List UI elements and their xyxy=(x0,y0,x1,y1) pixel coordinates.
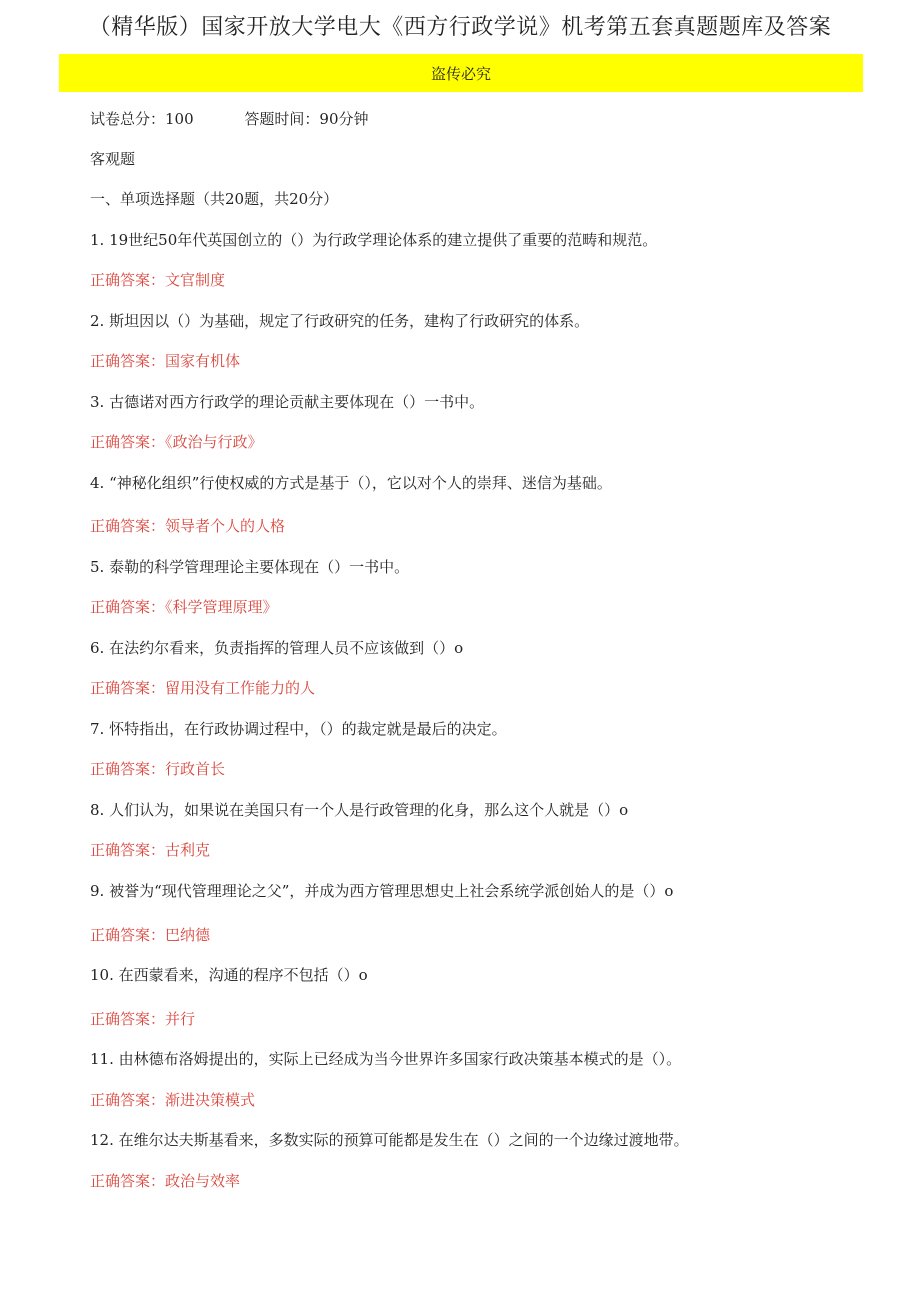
question-text: 5. 泰勒的科学管理理论主要体现在（）一书中。 xyxy=(90,558,410,576)
exam-time: 答题时间：90分钟 xyxy=(244,110,369,128)
answer-text: 正确答案：文官制度 xyxy=(90,271,226,289)
question-text: 7. 怀特指出，在行政协调过程中，（）的裁定就是最后的决定。 xyxy=(90,720,507,738)
answer-text: 正确答案：留用没有工作能力的人 xyxy=(90,679,316,697)
exam-meta xyxy=(90,108,369,129)
answer-text: 正确答案：《政治与行政》 xyxy=(90,433,263,451)
question-text: 3. 古德诺对西方行政学的理论贡献主要体现在（）一书中。 xyxy=(90,393,485,411)
question-text: 4. “神秘化组织”行使权威的方式是基于（），它以对个人的崇拜、迷信为基础。 xyxy=(90,474,612,492)
question-text: 12. 在维尔达夫斯基看来，多数实际的预算可能都是发生在（）之间的一个边缘过渡地带。 xyxy=(90,1131,689,1149)
answer-text: 正确答案：行政首长 xyxy=(90,760,226,778)
answer-text: 正确答案：巴纳德 xyxy=(90,926,211,944)
section-heading: 客观题 xyxy=(90,150,136,168)
answer-text: 正确答案：领导者个人的人格 xyxy=(90,517,286,535)
question-text: 6. 在法约尔看来，负责指挥的管理人员不应该做到（）o xyxy=(90,639,464,657)
question-text: 8. 人们认为，如果说在美国只有一个人是行政管理的化身，那么这个人就是（）o xyxy=(90,801,629,819)
total-score: 试卷总分：100 xyxy=(90,110,194,128)
document-title: （精华版）国家开放大学电大《西方行政学说》机考第五套真题题库及答案 xyxy=(88,15,832,40)
question-text: 9. 被誉为“现代管理理论之父”，并成为西方管理思想史上社会系统学派创始人的是（）o xyxy=(90,882,674,900)
answer-text: 正确答案：政治与效率 xyxy=(90,1172,241,1190)
answer-text: 正确答案：渐进决策模式 xyxy=(90,1091,256,1109)
question-text: 2. 斯坦因以（）为基础，规定了行政研究的任务，建构了行政研究的体系。 xyxy=(90,312,590,330)
answer-text: 正确答案：国家有机体 xyxy=(90,352,241,370)
answer-text: 正确答案：古利克 xyxy=(90,841,211,859)
answer-text: 正确答案：并行 xyxy=(90,1010,196,1028)
question-text: 11. 由林德布洛姆提出的，实际上已经成为当今世界许多国家行政决策基本模式的是（）。 xyxy=(90,1050,682,1068)
part-heading: 一、单项选择题（共20题，共20分） xyxy=(90,190,339,208)
copyright-banner: 盗传必究 xyxy=(59,54,863,92)
answer-text: 正确答案：《科学管理原理》 xyxy=(90,598,278,616)
question-text: 10. 在西蒙看来，沟通的程序不包括（）o xyxy=(90,966,368,984)
question-text: 1. 19世纪50年代英国创立的（）为行政学理论体系的建立提供了重要的范畴和规范。 xyxy=(90,231,658,249)
